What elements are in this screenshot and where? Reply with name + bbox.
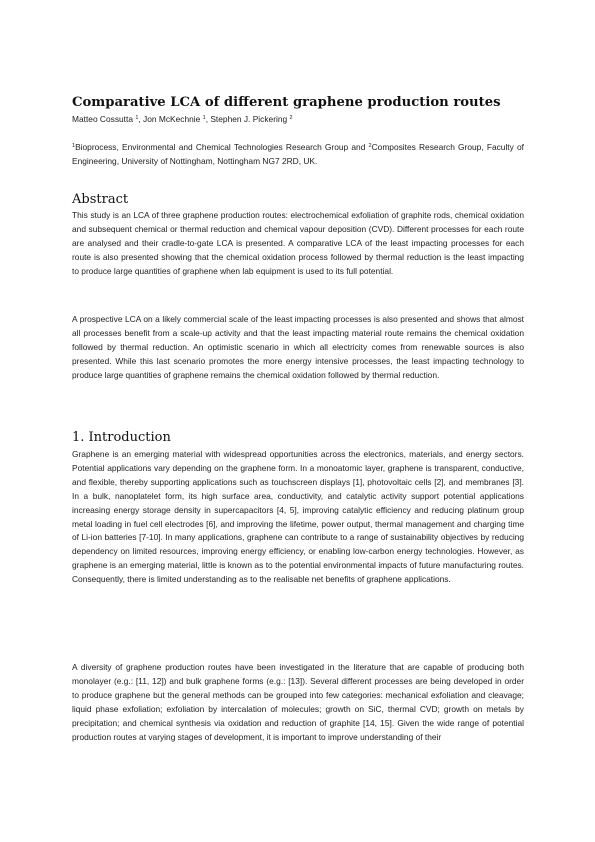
author-name: Matteo Cossutta [72, 114, 136, 124]
body-paragraph: A diversity of graphene production routes have been investigated in the literature that are capable of producing both monolayer (e.g.: [11, 12]) and bulk graphene forms (e.g.: [13]). Several different processes are being developed in order to produce graphene but the general methods can be grouped into few categories: mechanical exfoliation and cleavage; liquid phase exfoliation; exfoliation by intercalation of molecules; growth on SiC, thermal CVD; growth on metals by precipitation; and chemical synthesis via oxidation and reduction of graphite [14, 15]. Given the wide range of potential production routes at varying stages of development, it is important to improve understanding of their [72, 662, 524, 742]
affiliation-marker: 1 [202, 115, 206, 121]
introduction-heading: 1. Introduction [72, 430, 171, 445]
affiliation-block [72, 140, 524, 168]
author-list [72, 114, 524, 125]
affiliation-marker: 2 [368, 143, 372, 149]
abstract-paragraph: A prospective LCA on a likely commercial scale of the least impacting processes is also presented and shows that almost all processes benefit from a scale-up activity and that the least impacting material route remains the chemical oxidation followed by thermal reduction. An optimistic scenario in which all electricity comes from renewable sources is also presented. While this last scenario promotes the more energy intensive processes, the least impacting technology to produce large quantities of graphene remains the chemical oxidation followed by thermal reduction. [72, 314, 524, 380]
body-paragraph: Graphene is an emerging material with widespread opportunities across the electronics, materials, and energy sectors. Potential applications vary depending on the graphene form. In a monoatomic layer, graphene is transparent, conductive, and flexible, thereby supporting applications such as touchscreen displays [1], photovoltaic cells [2], and membranes [3]. In a bulk, nanoplatelet form, its high surface area, conductivity, and catalytic activity support potential applications increasing energy storage density in supercapacitors [4, 5], improving catalytic efficiency and reducing platinum group metal loading in fuel cell electrodes [6], and improving the lifetime, power output, thermal management and charging time of Li-ion batteries [7-10]. In many applications, graphene can contribute to a range of sustainability objectives by reducing dependency on limited resources, improving energy efficiency, or enabling low-carbon energy technologies. However, as graphene is an emerging material, little is known as to the potential environmental impacts of future manufacturing routes. Consequently, there is limited understanding as to the realisable net benefits of graphene applications. [72, 449, 524, 585]
affiliation-text: Composites Research Group, Faculty of Engineering, University of Nottingham, Nottingham NG7 2RD, UK. [72, 142, 524, 166]
affiliation-marker: 2 [289, 115, 293, 121]
paper-title: Comparative LCA of different graphene production routes [72, 95, 501, 110]
affiliation-text: Bioprocess, Environmental and Chemical Technologies Research Group and [75, 142, 369, 152]
affiliation-marker: 1 [135, 115, 139, 121]
abstract-heading: Abstract [72, 192, 129, 207]
author-name: , Jon McKechnie [138, 114, 203, 124]
abstract-paragraph: This study is an LCA of three graphene production routes: electrochemical exfoliation of graphite rods, chemical oxidation and subsequent chemical or thermal reduction and chemical vapour deposition (CVD). Different processes for each route are analysed and their cradle-to-gate LCA is presented. A comparative LCA of the least impacting processes for each route is also presented showing that the chemical oxidation process followed by thermal reduction is the least impacting to produce large quantities of graphene when lab equipment is used to its full potential. [72, 210, 524, 276]
affiliation-marker: 1 [72, 143, 76, 149]
author-name: , Stephen J. Pickering [205, 114, 290, 124]
